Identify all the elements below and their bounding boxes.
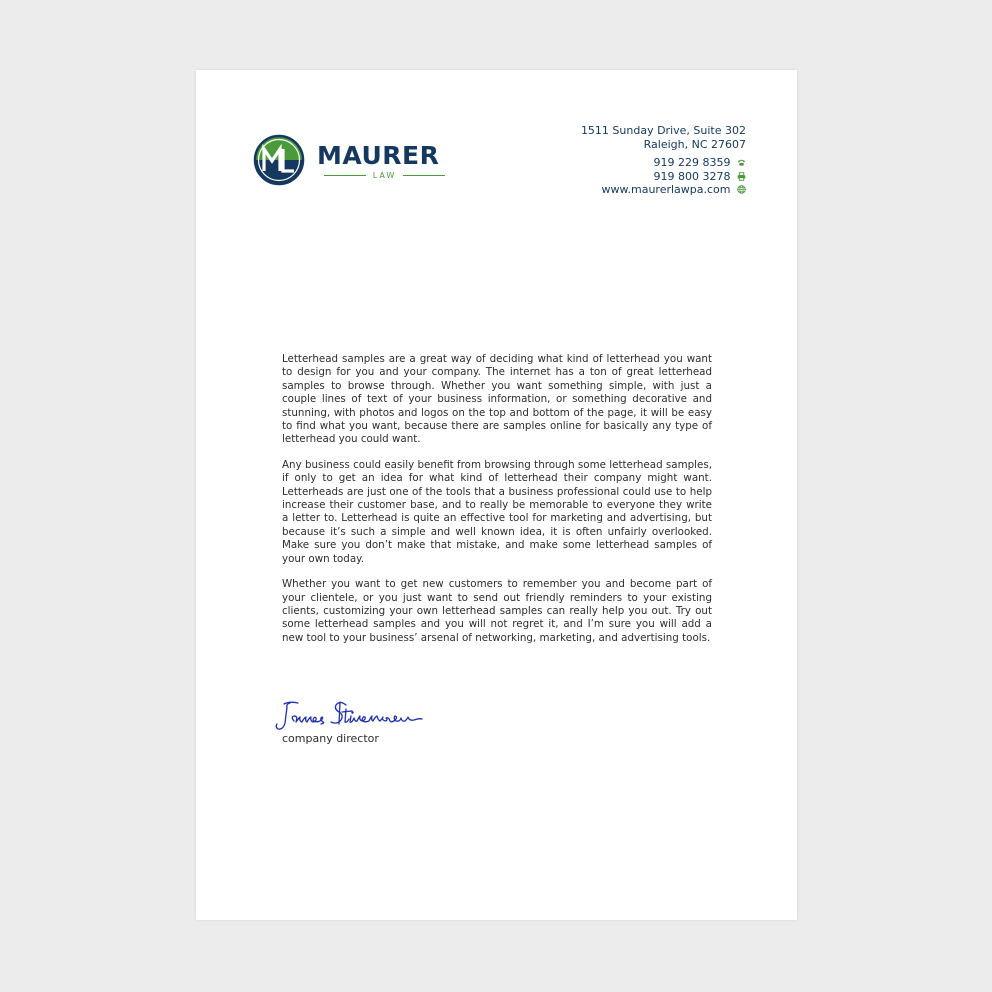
signature-title: company director: [282, 732, 379, 745]
phone-icon: [737, 158, 746, 167]
contact-block: [581, 124, 746, 197]
letter-paragraph-3: Whether you want to get new customers to remember you and become part of your clientele, or you just want to send out friendly reminders to your existing clients, customizing your own letterhead samples can really help you out. Try out some letterhead samples and you will not regret it, and I’m sure you will add a new tool to your business’ arsenal of networking, marketing, and advertising tools.: [282, 578, 712, 644]
address-line-2: Raleigh, NC 27607: [643, 137, 746, 151]
phone-row: [581, 156, 746, 170]
globe-icon: [737, 185, 746, 194]
letter-paragraph-1: Letterhead samples are a great way of deciding what kind of letterhead you want to design for you and your company. The internet has a ton of great letterhead samples to browse through. Whether you want something simple, with just a couple lines of text of your business information, or something decorative and stunning, with photos and logos on the top and bottom of the page, it will be easy to find what you want, because there are samples online for basically any type of letterhead you could want.: [282, 353, 712, 446]
website-url: www.maurerlawpa.com: [601, 183, 731, 196]
letter-paragraph-2: Any business could easily benefit from browsing through some letterhead samples, if only to get an idea for what kind of letterhead their company might want. Letterheads are just one of the tools that a business professional could use to help increase their customer base, and to really be memorable to everyone they write a letter to. Letterhead is quite an effective tool for marketing and advertising, but because it’s such a simple and well known idea, it is often unfairly overlooked. Make sure you don’t make that mistake, and make some letterhead samples of your own today.: [282, 458, 712, 565]
address-line-1: 1511 Sunday Drive, Suite 302: [580, 124, 746, 137]
maurer-law-logo: [253, 134, 453, 190]
fax-icon: [737, 172, 746, 181]
fax-row: [581, 170, 746, 184]
website-row: [581, 183, 746, 197]
handwritten-signature: [274, 697, 434, 735]
logo-name: MAURER: [317, 141, 440, 170]
letter-body: [282, 353, 712, 657]
fax-number: 919 800 3278: [653, 169, 731, 183]
phone-number: 919 229 8359: [653, 156, 731, 169]
letterhead-page: [196, 70, 797, 920]
logo-rule-right: [403, 175, 445, 176]
logo-subline: [324, 170, 445, 182]
ml-monogram-icon: [253, 134, 309, 190]
logo-sub: LAW: [372, 171, 397, 180]
